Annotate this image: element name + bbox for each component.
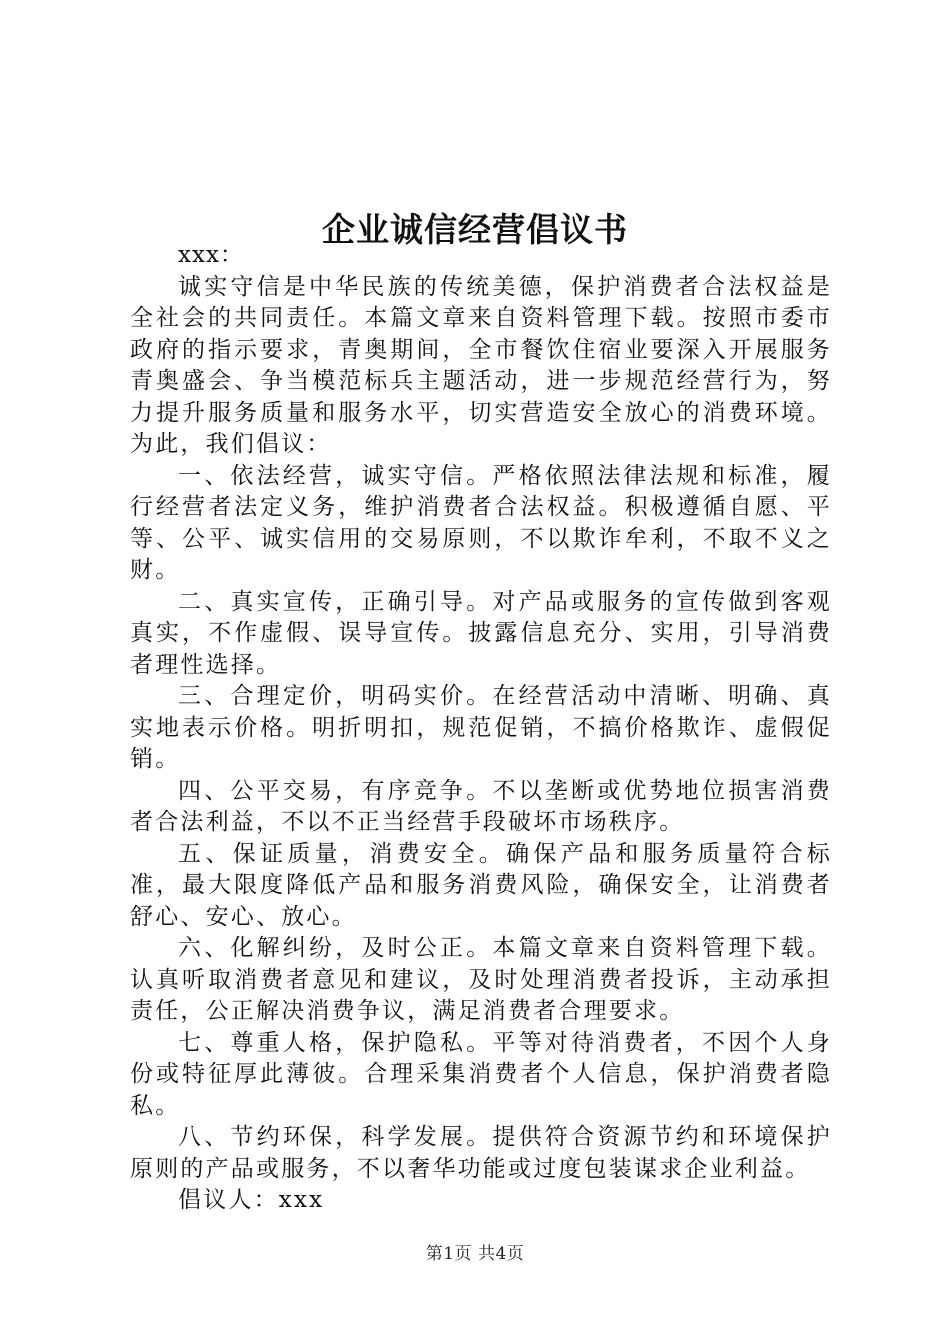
paragraph-item-6: 六、化解纠纷，及时公正。本篇文章来自资料管理下载。认真听取消费者意见和建议，及时处理消费者投诉，主动承担责任，公正解决消费争议，满足消费者合理要求。 — [130, 935, 832, 1024]
paragraph-item-7: 七、尊重人格，保护隐私。平等对待消费者，不因个人身份或特征厚此薄彼。合理采集消费者个人信息，保护消费者隐私。 — [130, 1029, 832, 1119]
document-title: 企业诚信经营倡议书 — [322, 210, 628, 250]
salutation: xxx： — [178, 242, 244, 268]
paragraph-item-2: 二、真实宣传，正确引导。对产品或服务的宣传做到客观真实，不作虚假、误导宣传。披露信息充分、实用，引导消费者理性选择。 — [130, 588, 832, 678]
paragraph-item-4: 四、公平交易，有序竞争。不以垄断或优势地位损害消费者合法利益，不以不正当经营手段破坏市场秩序。 — [130, 777, 832, 835]
paragraph-item-5: 五、保证质量，消费安全。确保产品和服务质量符合标准，最大限度降低产品和服务消费风险，确保安全，让消费者舒心、安心、放心。 — [130, 840, 832, 930]
paragraph-item-3: 三、合理定价，明码实价。在经营活动中清晰、明确、真实地表示价格。明折明扣，规范促销，不搞价格欺诈、虚假促销。 — [130, 683, 832, 772]
paragraph-item-1: 一、依法经营，诚实守信。严格依照法律法规和标准，履行经营者法定义务，维护消费者合法权益。积极遵循自愿、平等、公平、诚实信用的交易原则，不以欺诈牟利，不取不义之财。 — [130, 462, 832, 583]
document-body — [130, 240, 832, 1217]
paragraph-intro: 诚实守信是中华民族的传统美德，保护消费者合法权益是全社会的共同责任。本篇文章来自资料管理下载。按照市委市政府的指示要求，青奥期间，全市餐饮住宿业要深入开展服务青奥盛会、争当模范标兵主题活动，进一步规范经营行为，努力提升服务质量和服务水平，切实营造安全放心的消费环境。为此，我们倡议： — [130, 273, 832, 457]
page-footer: 第1页 共4页 — [425, 1244, 525, 1264]
paragraph-item-8: 八、节约环保，科学发展。提供符合资源节约和环境保护原则的产品或服务，不以奢华功能或过度包装谋求企业利益。 — [130, 1124, 832, 1182]
signature: 倡议人：xxx — [178, 1187, 325, 1213]
